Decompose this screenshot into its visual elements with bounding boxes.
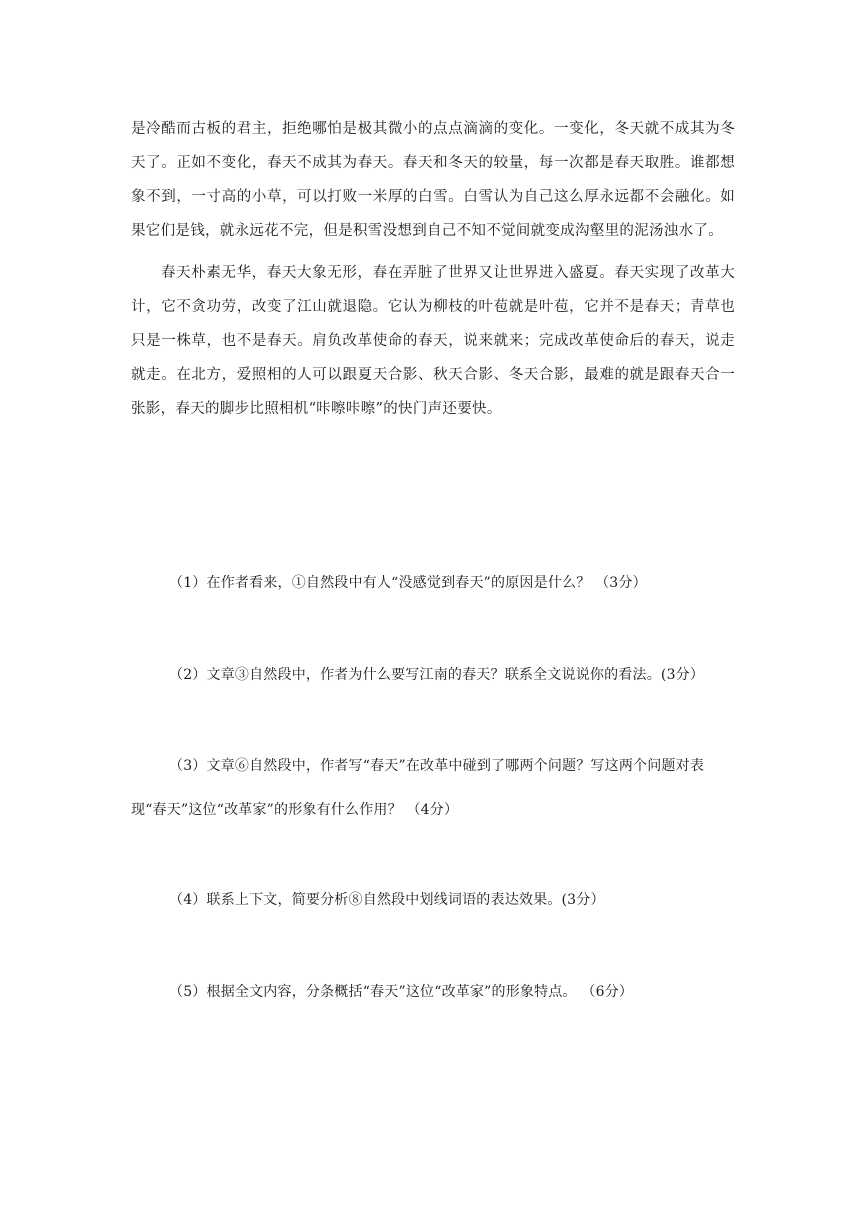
question-3 — [131, 744, 735, 832]
question-text: （1）在作者看来，①自然段中有人“没感觉到春天”的原因是什么？ （3分） — [169, 575, 647, 591]
question-text: （4）联系上下文，简要分析⑧自然段中划线词语的表达效果。(3分） — [169, 892, 605, 908]
question-text: （5）根据全文内容，分条概括“春天”这位“改革家”的形象特点。 （6分） — [169, 984, 634, 1000]
question-text: （3）文章⑥自然段中，作者写“春天”在改革中碰到了哪两个问题？写这两个问题对表现“春天”这位“改革家”的形象有什么作用？ （4分） — [131, 758, 705, 818]
question-1 — [131, 566, 735, 600]
question-5 — [131, 975, 735, 1009]
question-2 — [131, 658, 735, 692]
question-text: （2）文章③自然段中，作者为什么要写江南的春天？联系全文说说你的看法。(3分） — [169, 667, 705, 683]
passage-body — [131, 112, 735, 426]
passage-paragraph: 春天朴素无华，春天大象无形，春在弄脏了世界又让世界进入盛夏。春天实现了改革大计，它不贪功劳，改变了江山就退隐。它认为柳枝的叶苞就是叶苞，它并不是春天；青草也只是一株草，也不是春天。肩负改革使命的春天，说来就来；完成改革使命后的春天，说走就走。在北方，爱照相的人可以跟夏天合影、秋天合影、冬天合影，最难的就是跟春天合一张影，春天的脚步比照相机“咔嚓咔嚓”的快门声还要快。 — [131, 265, 735, 417]
question-4 — [131, 883, 735, 917]
passage-paragraph: 是冷酷而古板的君主，拒绝哪怕是极其微小的点点滴滴的变化。一变化，冬天就不成其为冬天了。正如不变化，春天不成其为春天。春天和冬天的较量，每一次都是春天取胜。谁都想象不到，一寸高的小草，可以打败一米厚的白雪。白雪认为自己这么厚永远都不会融化。如果它们是钱，就永远花不完，但是积雪没想到自己不知不觉间就变成沟壑里的泥汤浊水了。 — [131, 121, 735, 239]
